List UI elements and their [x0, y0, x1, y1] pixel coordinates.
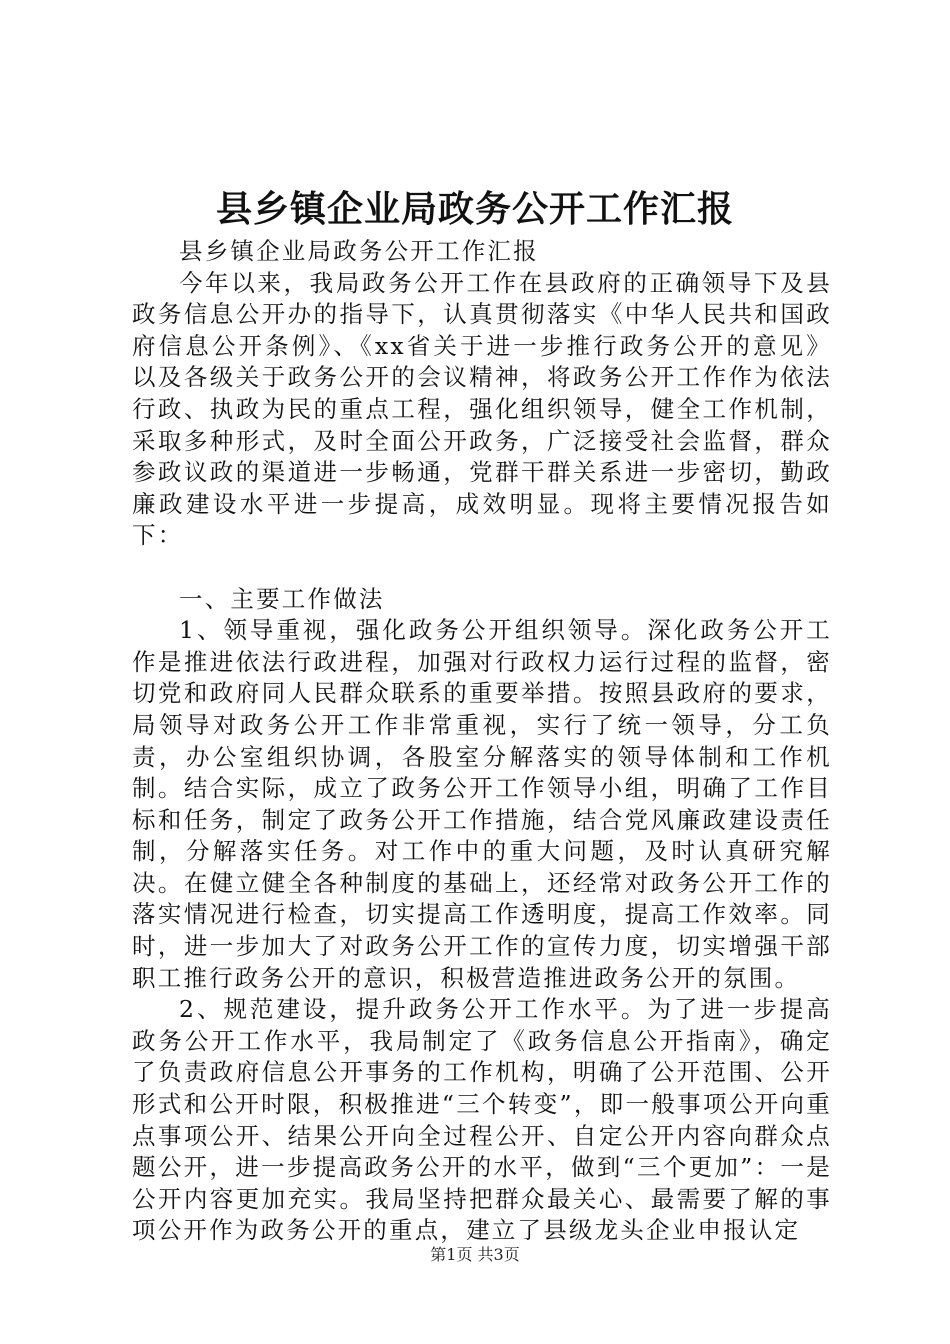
document-body	[132, 236, 832, 1247]
paragraph-intro: 今年以来，我局政务公开工作在县政府的正确领导下及县政务信息公开办的指导下，认真贯彻落实《中华人民共和国政府信息公开条例》、《xx省关于进一步推行政务公开的意见》以及各级关于政务公开的会议精神，将政务公开工作作为依法行政、执政为民的重点工程，强化组织领导，健全工作机制，采取多种形式，及时全面公开政务，广泛接受社会监督，群众参政议政的渠道进一步畅通，党群干群关系进一步密切，勤政廉政建设水平进一步提高，成效明显。现将主要情况报告如下：	[132, 268, 832, 550]
section-heading: 一、主要工作做法	[179, 584, 385, 613]
page-number-footer: 第1页 共3页	[430, 1245, 520, 1264]
paragraph-subtitle: 县乡镇企业局政务公开工作汇报	[179, 237, 539, 265]
document-title: 县乡镇企业局政务公开工作汇报	[215, 188, 734, 230]
paragraph-spacer	[132, 552, 832, 584]
paragraph-item-2: 2、规范建设，提升政务公开工作水平。为了进一步提高政务公开工作水平，我局制定了《政务信息公开指南》，确定了负责政府信息公开事务的工作机构，明确了公开范围、公开形式和公开时限，积极推进“三个转变”，即一般事项公开向重点事项公开、结果公开向全过程公开、自定公开内容向群众点题公开，进一步提高政务公开的水平，做到“三个更加”：一是公开内容更加充实。我局坚持把群众最关心、最需要了解的事项公开作为政务公开的重点，建立了县级龙头企业申报认定	[132, 995, 832, 1245]
paragraph-item-1: 1、领导重视，强化政务公开组织领导。深化政务公开工作是推进依法行政进程，加强对行政权力运行过程的监督，密切党和政府同人民群众联系的重要举措。按照县政府的要求，局领导对政务公开工作非常重视，实行了统一领导，分工负责，办公室组织协调，各股室分解落实的领导体制和工作机制。结合实际，成立了政务公开工作领导小组，明确了工作目标和任务，制定了政务公开工作措施，结合党风廉政建设责任制，分解落实任务。对工作中的重大问题，及时认真研究解决。在健立健全各种制度的基础上，还经常对政务公开工作的落实情况进行检查，切实提高工作透明度，提高工作效率。同时，进一步加大了对政务公开工作的宣传力度，切实增强干部职工推行政务公开的意识，积极营造推进政务公开的氛围。	[132, 616, 832, 992]
